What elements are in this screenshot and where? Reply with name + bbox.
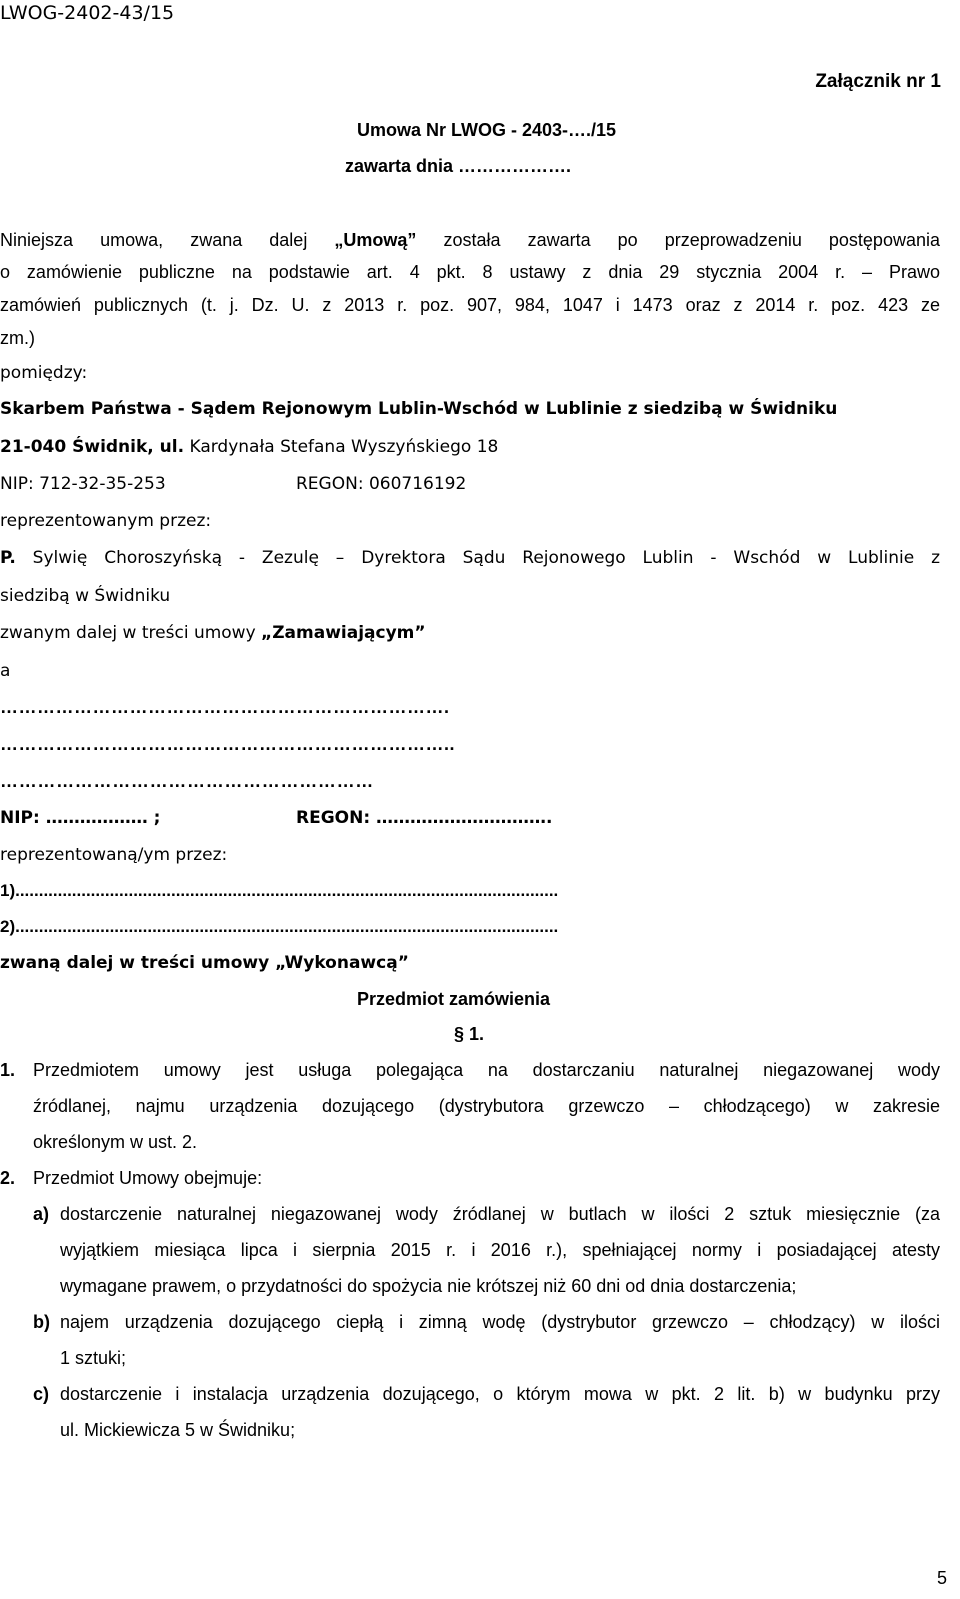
clause-1-line-2: źródlanej, najmu urządzenia dozującego (dystrybutora grzewczo – chłodzącego) w zakresie	[33, 1096, 940, 1116]
party1-representative-line-2: siedzibą w Świdniku	[0, 586, 171, 606]
contract-date: zawarta dnia ……………….	[345, 156, 572, 176]
section-paragraph-symbol: § 1.	[454, 1024, 485, 1044]
intro-line-2: o zamówienie publiczne na podstawie art. 4 pkt. 8 ustawy z dnia 29 stycznia 2004 r. – Prawo	[0, 262, 940, 282]
item-b-line-1: najem urządzenia dozującego ciepłą i zimną wodę (dystrybutor grzewczo – chłodzący) w ilości	[60, 1312, 940, 1332]
party2-name-dots-1: ……………………………………………………………….	[0, 697, 450, 717]
item-a-line-1: dostarczenie naturalnej niegazowanej wody źródlanej w butlach w ilości 2 sztuk miesięcznie (za	[60, 1204, 940, 1224]
contract-number: Umowa Nr LWOG - 2403-…./15	[357, 120, 617, 140]
page-number: 5	[936, 1568, 947, 1588]
between-label: pomiędzy:	[0, 363, 88, 383]
section-title: Przedmiot zamówienia	[357, 989, 551, 1009]
clause-1-line-3: określonym w ust. 2.	[33, 1132, 198, 1152]
party2-nip: NIP: ……………… ;	[0, 808, 161, 828]
party2-representative-2: 2)...................................................................................................................	[0, 917, 559, 936]
item-b-line-2: 1 sztuki;	[60, 1348, 127, 1368]
attachment-label: Załącznik nr 1	[815, 71, 941, 92]
clause-2-line-1: Przedmiot Umowy obejmuje:	[33, 1168, 263, 1188]
clause-1-number: 1.	[0, 1060, 16, 1080]
party1-nip: NIP: 712-32-35-253	[0, 474, 166, 494]
item-a-label: a)	[33, 1204, 50, 1224]
document-id: LWOG-2402-43/15	[0, 2, 175, 24]
party1-address: 21-040 Świdnik, ul. Kardynała Stefana Wyszyńskiego 18	[0, 437, 499, 457]
item-c-line-2: ul. Mickiewicza 5 w Świdniku;	[60, 1420, 296, 1440]
item-a-line-2: wyjątkiem miesiąca lipca i sierpnia 2015 r. i 2016 r.), spełniającej normy i posiadającej atesty	[60, 1240, 940, 1260]
party2-represented-label: reprezentowaną/ym przez:	[0, 845, 228, 865]
intro-line-1: Niniejsza umowa, zwana dalej „Umową” została zawarta po przeprowadzeniu postępowania	[0, 230, 940, 250]
clause-2-number: 2.	[0, 1168, 16, 1188]
conjunction: a	[0, 661, 11, 681]
item-c-label: c)	[33, 1384, 50, 1404]
clause-1-line-1: Przedmiotem umowy jest usługa polegająca na dostarczaniu naturalnej niegazowanej wody	[33, 1060, 940, 1080]
item-c-line-1: dostarczenie i instalacja urządzenia dozującego, o którym mowa w pkt. 2 lit. b) w budynku przy	[60, 1384, 940, 1404]
party2-called: zwaną dalej w treści umowy „Wykonawcą”	[0, 953, 409, 973]
party1-called: zwanym dalej w treści umowy „Zamawiającym”	[0, 623, 426, 643]
party2-representative-1: 1)...................................................................................................................	[0, 881, 559, 900]
party2-name-dots-2: ………………………………………………………………..	[0, 734, 456, 754]
item-b-label: b)	[33, 1312, 50, 1332]
item-a-line-3: wymagane prawem, o przydatności do spożycia nie krótszej niż 60 dni od dnia dostarczenia;	[60, 1276, 797, 1296]
party1-representative-line-1: P. Sylwię Choroszyńską - Zezulę – Dyrektora Sądu Rejonowego Lublin - Wschód w Lublinie z	[0, 548, 940, 568]
party1-represented-label: reprezentowanym przez:	[0, 511, 212, 531]
party2-regon: REGON: ………………………….	[296, 808, 553, 828]
party1-name: Skarbem Państwa - Sądem Rejonowym Lublin-Wschód w Lublinie z siedzibą w Świdniku	[0, 399, 838, 419]
intro-line-3: zamówień publicznych (t. j. Dz. U. z 2013 r. poz. 907, 984, 1047 i 1473 oraz z 2014 r. poz. 423 ze	[0, 295, 940, 315]
party2-name-dots-3: ……………………………………………………	[0, 771, 374, 791]
party1-regon: REGON: 060716192	[296, 474, 467, 494]
intro-line-4: zm.)	[0, 328, 35, 348]
